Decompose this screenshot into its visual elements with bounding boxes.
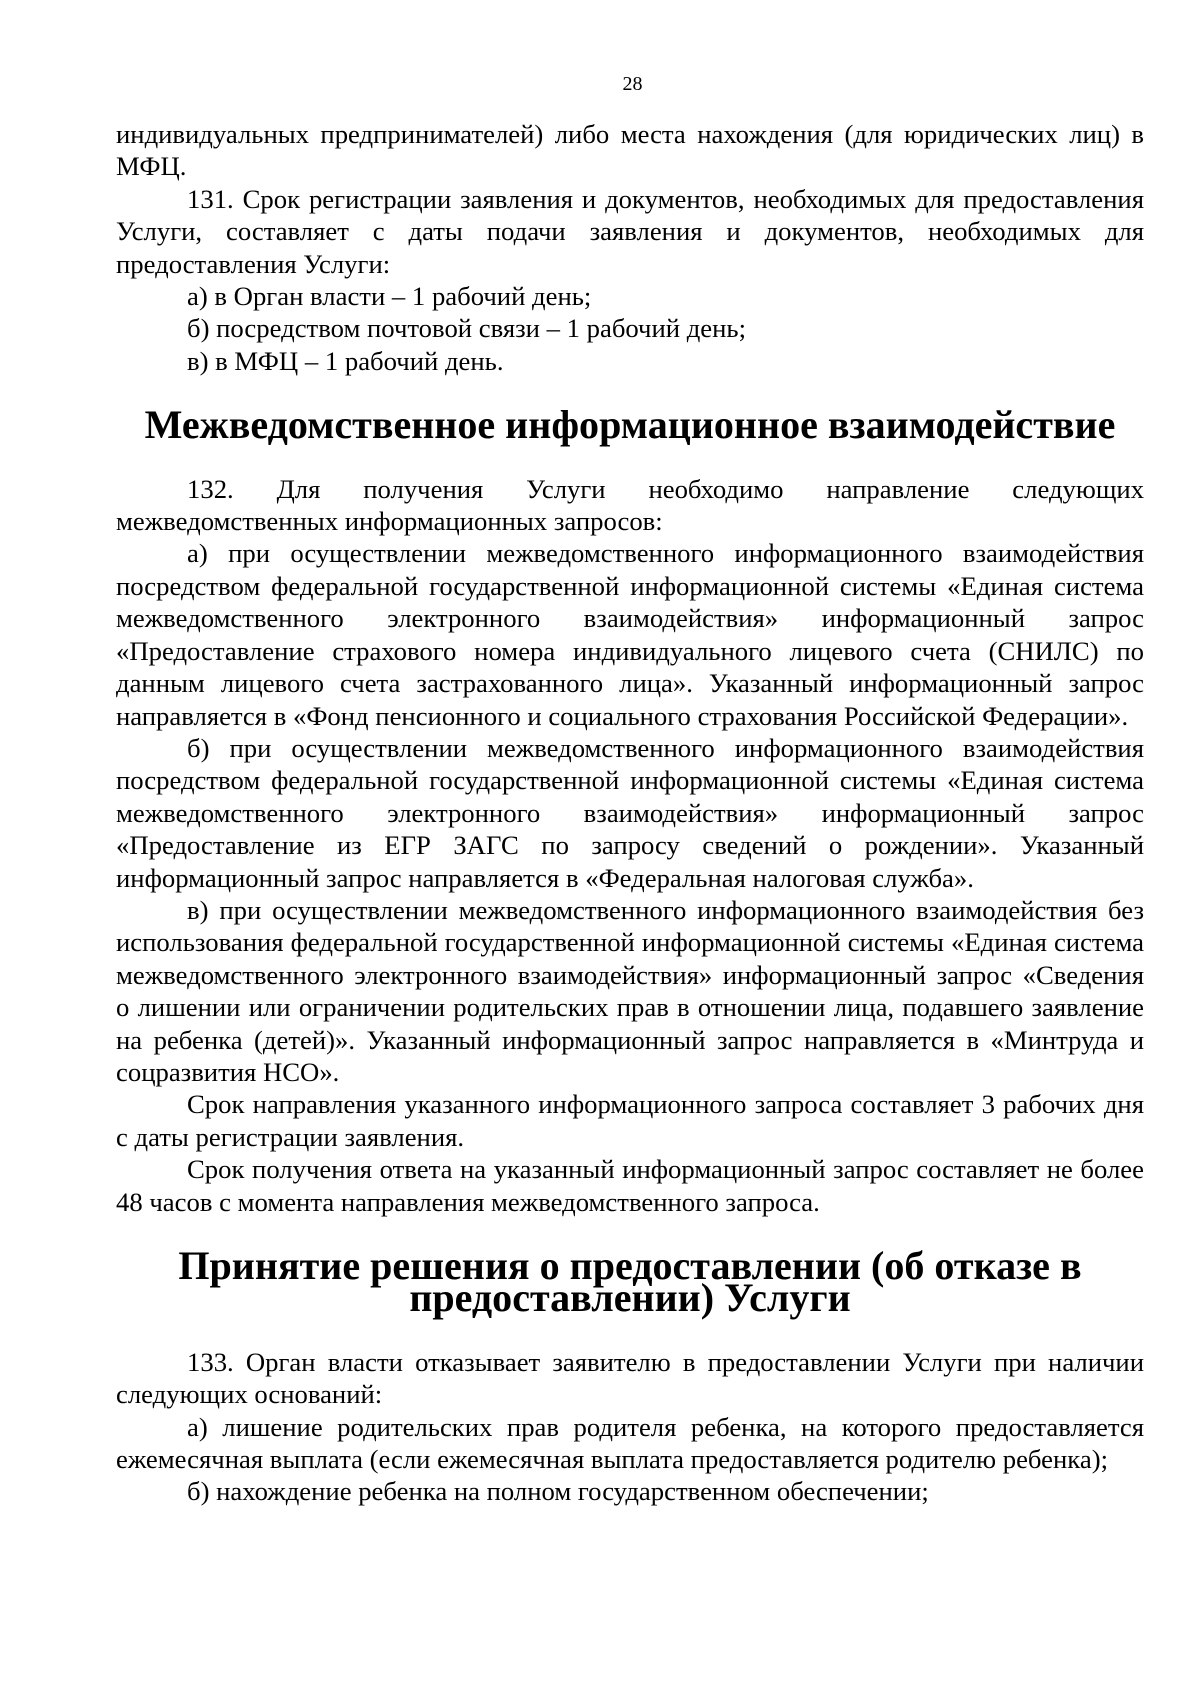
- list-item-132-a: а) при осуществлении межведомственного информационного взаимодействия посредством федеральной государственной информационной системы «Единая система межведомственного электронного взаимодействия» информационный запрос «Предоставление страхового номера индивидуального лицевого счета (СНИЛС) по данным лицевого счета застрахованного лица». Указанный информационный запрос направляется в «Фонд пенсионного и социального страхования Российской Федерации».: [116, 538, 1144, 731]
- list-item-133-b: б) нахождение ребенка на полном государственном обеспечении;: [187, 1476, 929, 1507]
- list-item-131-b: б) посредством почтовой связи – 1 рабочий день;: [187, 313, 747, 344]
- list-item-131-c: в) в МФЦ – 1 рабочий день.: [187, 345, 504, 376]
- section-heading-interagency: Межведомственное информационное взаимодействие: [144, 402, 1116, 448]
- list-item-131-a: а) в Орган власти – 1 рабочий день;: [187, 281, 592, 312]
- paragraph-131: 131. Срок регистрации заявления и документов, необходимых для предоставления Услуги, составляет с даты подачи заявления и документов, необходимых для предоставления Услуги:: [116, 183, 1144, 279]
- paragraph-continuation: индивидуальных предпринимателей) либо места нахождения (для юридических лиц) в МФЦ.: [116, 119, 1144, 182]
- page-number: 28: [622, 73, 643, 95]
- paragraph-response-deadline: Срок получения ответа на указанный информационный запрос составляет не более 48 часов с момента направления межведомственного запроса.: [116, 1154, 1144, 1217]
- paragraph-request-deadline: Срок направления указанного информационного запроса составляет 3 рабочих дня с даты регистрации заявления.: [116, 1089, 1144, 1152]
- paragraph-133: 133. Орган власти отказывает заявителю в предоставлении Услуги при наличии следующих оснований:: [116, 1346, 1144, 1410]
- list-item-133-a: а) лишение родительских прав родителя ребенка, на которого предоставляется ежемесячная выплата (если ежемесячная выплата предоставляется родителю ребенка);: [116, 1411, 1144, 1475]
- section-heading-decision: Принятие решения о предоставлении (об отказе в предоставлении) Услуги: [178, 1243, 1082, 1321]
- list-item-132-c: в) при осуществлении межведомственного информационного взаимодействия без использования федеральной государственной информационной системы «Единая система межведомственного электронного взаимодействия» информационный запрос «Сведения о лишении или ограничении родительских прав в отношении лица, подавшего заявление на ребенка (детей)». Указанный информационный запрос направляется в «Минтруда и соцразвития НСО».: [116, 894, 1144, 1087]
- paragraph-132: 132. Для получения Услуги необходимо направление следующих межведомственных информационных запросов:: [116, 473, 1144, 537]
- document-body: [116, 118, 1144, 1508]
- list-item-132-b: б) при осуществлении межведомственного информационного взаимодействия посредством федеральной государственной информационной системы «Единая система межведомственного электронного взаимодействия» информационный запрос «Предоставление из ЕГР ЗАГС по запросу сведений о рождении». Указанный информационный запрос направляется в «Федеральная налоговая служба».: [116, 732, 1144, 893]
